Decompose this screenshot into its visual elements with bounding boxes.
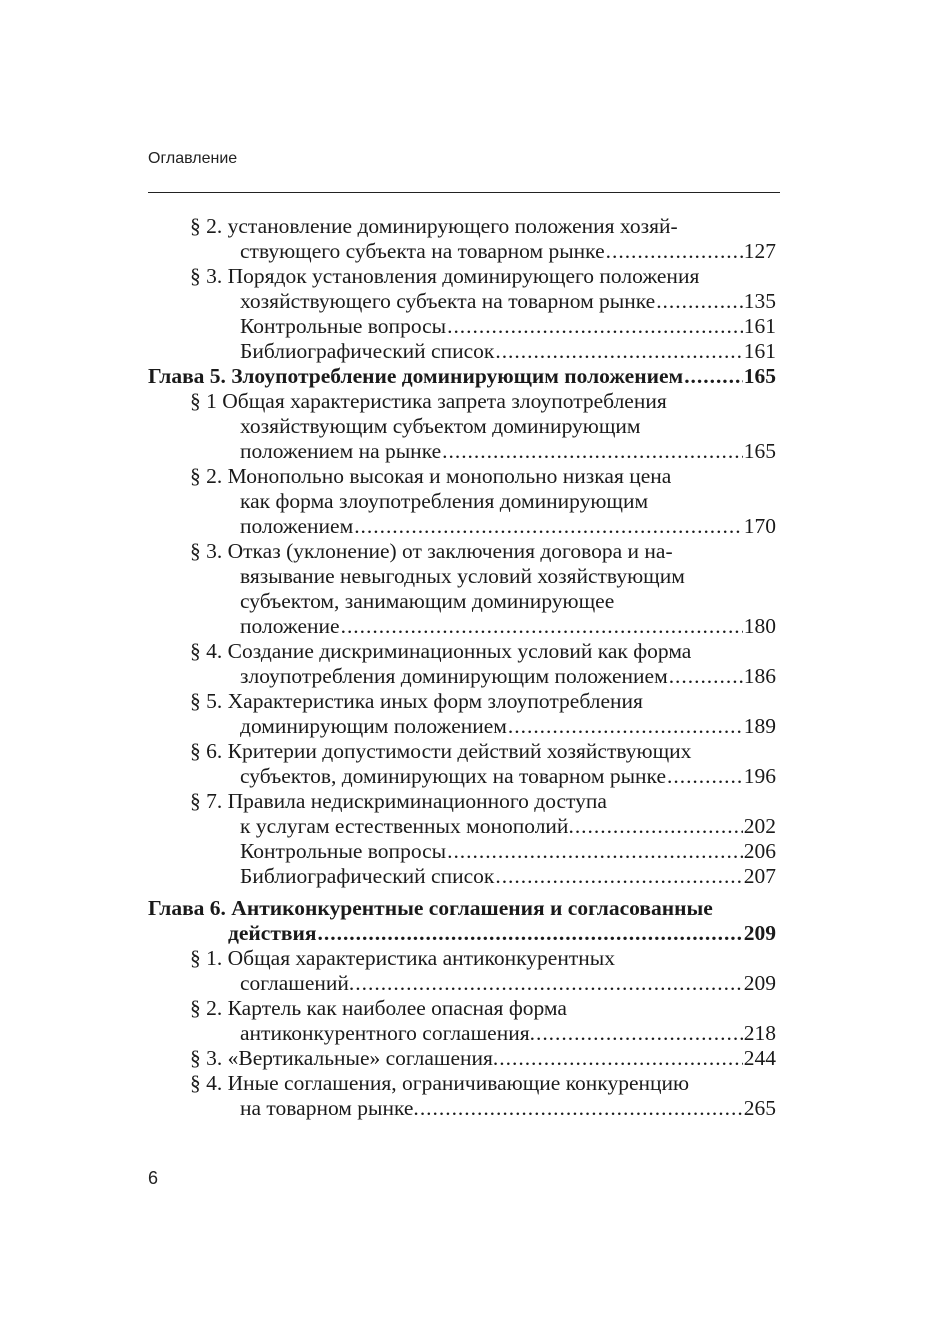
- header-rule: [148, 192, 780, 193]
- toc-entry-line: [148, 971, 776, 996]
- leader-dots: [355, 971, 742, 996]
- leader-dots: [442, 439, 743, 464]
- table-of-contents: [148, 214, 776, 1121]
- toc-page-number: 165: [743, 364, 776, 388]
- toc-entry-line: § 4. Создание дискриминационных условий как форма: [190, 639, 692, 663]
- toc-entry-line: § 5. Характеристика иных форм злоупотребления: [190, 689, 643, 713]
- toc-page-number: 127: [743, 239, 776, 263]
- toc-entry-line: [148, 614, 776, 639]
- toc-page-number: 206: [743, 839, 776, 863]
- leader-dots: [447, 839, 743, 864]
- leader-dots: [606, 239, 743, 264]
- toc-page-number: 209: [743, 971, 776, 995]
- leader-dots: [447, 314, 743, 339]
- toc-entry-text: ствующего субъекта на товарном рынке: [240, 239, 605, 263]
- toc-entry-line: § 6. Критерии допустимости действий хозяйствующих: [190, 739, 692, 763]
- leader-dots: [341, 614, 743, 639]
- toc-entry-line: вязывание невыгодных условий хозяйствующим: [240, 564, 685, 588]
- toc-entry-line: хозяйствующим субъектом доминирующим: [240, 414, 641, 438]
- toc-page-number: 135: [743, 289, 776, 313]
- toc-chapter-heading: [148, 921, 776, 946]
- leader-dots: [684, 364, 743, 389]
- leader-dots: [495, 339, 742, 364]
- toc-entry-text: положение: [240, 614, 340, 638]
- toc-page-number: 202: [743, 814, 776, 838]
- toc-entry-line: § 7. Правила недискриминационного доступа: [190, 789, 607, 813]
- toc-entry-text: положением: [240, 514, 354, 538]
- toc-entry-text: доминирующим положением: [240, 714, 507, 738]
- toc-entry-text: Библиографический список: [240, 864, 495, 888]
- leader-dots: [575, 814, 743, 839]
- leader-dots: [667, 764, 743, 789]
- toc-entry-line: как форма злоупотребления доминирующим: [240, 489, 649, 513]
- toc-entry-line: § 2. установление доминирующего положения хозяй-: [190, 214, 678, 238]
- toc-entry-line: [148, 864, 776, 889]
- toc-page-number: 186: [743, 664, 776, 688]
- toc-entry-line: [148, 664, 776, 689]
- toc-entry-line: § 3. Отказ (уклонение) от заключения договора и на-: [190, 539, 673, 563]
- toc-page-number: 161: [743, 339, 776, 363]
- leader-dots: [499, 1046, 742, 1071]
- toc-page-number: 207: [743, 864, 776, 888]
- toc-entry-text: на товарном рынке.: [240, 1096, 419, 1120]
- toc-page-number: 189: [743, 714, 776, 738]
- toc-page-number: 161: [743, 314, 776, 338]
- page-number: 6: [148, 1168, 159, 1188]
- toc-entry-text: соглашений.: [240, 971, 355, 995]
- toc-entry-line: [148, 439, 776, 464]
- toc-entry-line: § 2. Монопольно высокая и монопольно низкая цена: [190, 464, 672, 488]
- toc-chapter-heading: [148, 364, 776, 389]
- toc-entry-text: Контрольные вопросы: [240, 314, 447, 338]
- leader-dots: [318, 921, 743, 946]
- toc-entry-text: Библиографический список: [240, 339, 495, 363]
- toc-entry-text: злоупотребления доминирующим положением: [240, 664, 668, 688]
- toc-chapter-title: Глава 5. Злоупотребление доминирующим положением: [148, 364, 684, 388]
- toc-entry-text: субъектов, доминирующих на товарном рынке: [240, 764, 667, 788]
- toc-page-number: 180: [743, 614, 776, 638]
- toc-chapter-title: действия: [228, 921, 317, 945]
- toc-page-number: 196: [743, 764, 776, 788]
- toc-entry-line: [148, 764, 776, 789]
- toc-entry-line: [148, 339, 776, 364]
- toc-page-number: 209: [743, 921, 776, 945]
- toc-entry-line: [148, 314, 776, 339]
- toc-entry-line: [148, 514, 776, 539]
- toc-entry-line: § 4. Иные соглашения, ограничивающие конкуренцию: [190, 1071, 690, 1095]
- toc-page-number: 218: [743, 1021, 776, 1045]
- toc-entry-text: к услугам естественных монополий.: [240, 814, 574, 838]
- leader-dots: [354, 514, 743, 539]
- toc-page-number: 165: [743, 439, 776, 463]
- toc-entry-line: § 1. Общая характеристика антиконкурентных: [190, 946, 615, 970]
- running-head-title: Оглавление: [148, 150, 238, 167]
- leader-dots: [508, 714, 743, 739]
- toc-entry-line: [148, 239, 776, 264]
- toc-entry-line: [148, 289, 776, 314]
- toc-entry-line: [148, 839, 776, 864]
- toc-entry-text: хозяйствующего субъекта на товарном рынке: [240, 289, 656, 313]
- leader-dots: [656, 289, 743, 314]
- spacer: [148, 889, 776, 896]
- toc-entry-text: § 3. «Вертикальные» соглашения.: [190, 1046, 499, 1070]
- toc-page-number: 265: [743, 1096, 776, 1120]
- toc-page-number: 170: [743, 514, 776, 538]
- leader-dots: [536, 1021, 743, 1046]
- leader-dots: [669, 664, 743, 689]
- toc-entry-text: антиконкурентного соглашения.: [240, 1021, 535, 1045]
- toc-entry-line: [148, 814, 776, 839]
- leader-dots: [495, 864, 742, 889]
- toc-entry-line: [148, 1096, 776, 1121]
- leader-dots: [420, 1096, 743, 1121]
- toc-entry-line: [148, 714, 776, 739]
- toc-entry-text: положением на рынке: [240, 439, 442, 463]
- toc-entry-line: [148, 1021, 776, 1046]
- toc-entry-line: § 3. Порядок установления доминирующего положения: [190, 264, 700, 288]
- toc-entry-line: § 1 Общая характеристика запрета злоупотребления: [190, 389, 667, 413]
- toc-chapter-heading: Глава 6. Антиконкурентные соглашения и согласованные: [148, 896, 713, 920]
- toc-entry-text: Контрольные вопросы: [240, 839, 447, 863]
- toc-entry-line: субъектом, занимающим доминирующее: [240, 589, 615, 613]
- toc-entry-line: § 2. Картель как наиболее опасная форма: [190, 996, 567, 1020]
- toc-entry-line: [148, 1046, 776, 1071]
- toc-page-number: 244: [743, 1046, 776, 1070]
